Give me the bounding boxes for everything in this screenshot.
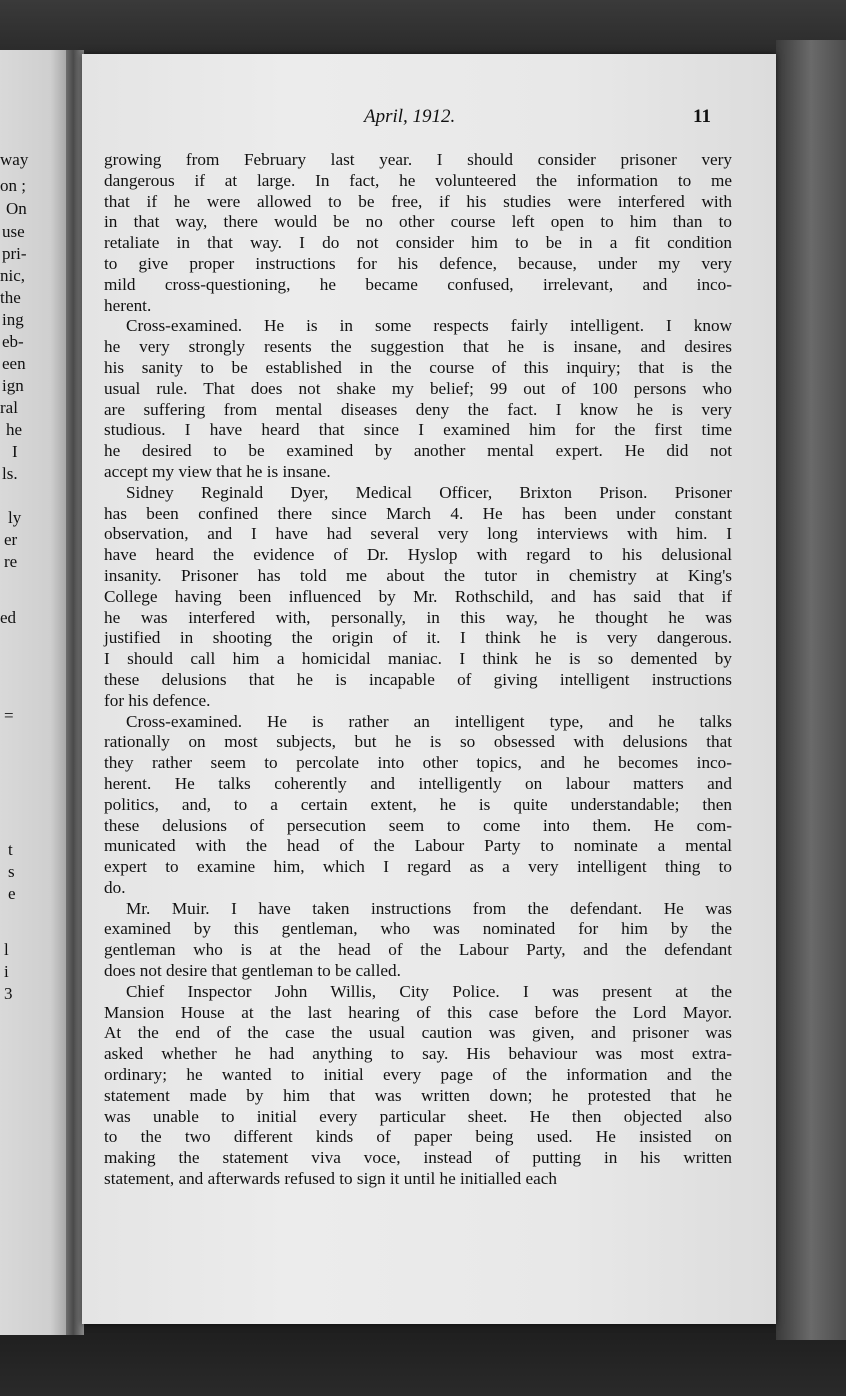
text-line: does not desire that gentleman to be called. — [104, 961, 401, 981]
text-line: asked whether he had anything to say. His behaviour was most extra- — [104, 1044, 732, 1064]
left-page-fragment: = — [4, 706, 14, 725]
paragraph-4 — [104, 712, 732, 899]
text-line: was unable to initial every particular sheet. He then objected also — [104, 1106, 732, 1126]
text-line: has been confined there since March 4. He has been under constant — [104, 503, 732, 523]
left-page-fragment: ing — [2, 310, 24, 329]
left-page-fragment: 3 — [4, 984, 13, 1003]
left-page-fragment: the — [0, 288, 21, 307]
text-line: are suffering from mental diseases deny the fact. I know he is very — [104, 399, 732, 419]
text-line: that if he were allowed to be free, if his studies were interfered with — [104, 191, 732, 211]
left-page-fragment: i — [4, 962, 9, 981]
text-line: Chief Inspector John Willis, City Police. I was present at the — [126, 981, 732, 1001]
text-line: these delusions that he is incapable of giving intelligent instructions — [104, 669, 732, 689]
left-page-fragment: ls. — [2, 464, 18, 483]
left-page-fragment: re — [4, 552, 18, 571]
text-line: politics, and, to a certain extent, he is quite understandable; then — [104, 794, 732, 814]
text-line: rationally on most subjects, but he is so obsessed with delusions that — [104, 732, 732, 752]
text-line: usual rule. That does not shake my belief; 99 out of 100 persons who — [104, 378, 732, 398]
text-line: statement, and afterwards refused to sign it until he initialled each — [104, 1169, 557, 1189]
left-page-fragment: t — [8, 840, 13, 859]
text-line: Cross-examined. He is in some respects fairly intelligent. I know — [126, 316, 732, 336]
paragraph-1 — [104, 150, 732, 316]
text-line: he very strongly resents the suggestion that he is insane, and desires — [104, 337, 732, 357]
left-page-fragment: On — [6, 199, 27, 218]
left-page-fragment: er — [4, 530, 18, 549]
left-page-fragment: een — [2, 354, 26, 373]
text-line: growing from February last year. I should consider prisoner very — [104, 150, 732, 169]
left-page-fragment: ed — [0, 608, 17, 627]
book-page — [82, 54, 776, 1324]
text-line: I should call him a homicidal maniac. I think he is so demented by — [104, 649, 732, 669]
text-line: to give proper instructions for his defence, because, under my very — [104, 253, 732, 273]
text-line: for his defence. — [104, 690, 211, 710]
left-page-fragment: he — [6, 420, 23, 439]
left-page-fragment: I — [12, 442, 18, 461]
left-page-fragment: ign — [2, 376, 24, 395]
left-page-fragment: eb- — [2, 332, 24, 351]
text-line: retaliate in that way. I do not consider him to be in a fit condition — [104, 233, 732, 253]
paragraph-3 — [104, 483, 732, 712]
background-edge — [776, 40, 846, 1340]
page-body — [104, 150, 732, 1190]
text-line: dangerous if at large. In fact, he volunteered the information to me — [104, 170, 732, 190]
text-line: to the two different kinds of paper being used. He insisted on — [104, 1127, 732, 1147]
page-header — [82, 106, 776, 132]
text-line: his sanity to be established in the course of this inquiry; that is the — [104, 357, 732, 377]
paragraph-5 — [104, 899, 732, 982]
text-line: Mr. Muir. I have taken instructions from the defendant. He was — [126, 898, 732, 918]
left-page-fragment: ly — [8, 508, 22, 527]
text-line: Sidney Reginald Dyer, Medical Officer, Brixton Prison. Prisoner — [126, 482, 732, 502]
text-line: he was interfered with, personally, in this way, he thought he was — [104, 607, 732, 627]
left-page-fragment: use — [2, 222, 25, 241]
text-line: mild cross-questioning, he became confused, irrelevant, and inco- — [104, 274, 732, 294]
text-line: insanity. Prisoner has told me about the tutor in chemistry at King's — [104, 565, 732, 585]
text-line: in that way, there would be no other course left open to him than to — [104, 212, 732, 232]
text-line: studious. I have heard that since I examined him for the first time — [104, 420, 732, 440]
left-page-fragment: nic, — [0, 266, 26, 285]
text-line: At the end of the case the usual caution was given, and prisoner was — [104, 1023, 732, 1043]
text-line: these delusions of persecution seem to come into them. He com- — [104, 815, 732, 835]
text-line: he desired to be examined by another mental expert. He did not — [104, 441, 732, 461]
text-line: observation, and I have had several very long interviews with him. I — [104, 524, 732, 544]
text-line: Mansion House at the last hearing of this case before the Lord Mayor. — [104, 1002, 732, 1022]
text-line: Cross-examined. He is rather an intelligent type, and he talks — [126, 711, 732, 731]
text-line: gentleman who is at the head of the Labour Party, and the defendant — [104, 940, 732, 960]
text-line: examined by this gentleman, who was nominated for him by the — [104, 919, 732, 939]
left-page-fragment: s — [8, 862, 15, 881]
paragraph-6 — [104, 982, 732, 1190]
text-line: municated with the head of the Labour Party to nominate a mental — [104, 836, 732, 856]
left-page-fragment: way — [0, 150, 29, 169]
text-line: expert to examine him, which I regard as a very intelligent thing to — [104, 857, 732, 877]
running-head: April, 1912. — [364, 106, 456, 127]
left-page-fragment: on ; — [0, 176, 26, 195]
left-page-fragment: pri- — [2, 244, 27, 263]
text-line: have heard the evidence of Dr. Hyslop with regard to his delusional — [104, 545, 732, 565]
text-line: do. — [104, 877, 126, 897]
left-facing-page — [0, 50, 72, 1335]
text-line: College having been influenced by Mr. Rothschild, and has said that if — [104, 586, 732, 606]
text-line: statement made by him that was written down; he protested that he — [104, 1085, 732, 1105]
text-line: they rather seem to percolate into other topics, and he becomes inco- — [104, 753, 732, 773]
text-line: ordinary; he wanted to initial every page of the information and the — [104, 1065, 732, 1085]
text-line: making the statement viva voce, instead of putting in his written — [104, 1148, 732, 1168]
left-page-fragment: e — [8, 884, 16, 903]
text-line: herent. — [104, 295, 152, 315]
left-page-fragment: ral — [0, 398, 18, 417]
page-number: 11 — [693, 106, 711, 127]
text-line: accept my view that he is insane. — [104, 461, 331, 481]
text-line: justified in shooting the origin of it. I think he is very dangerous. — [104, 628, 732, 648]
left-page-fragment: l — [4, 940, 9, 959]
text-line: herent. He talks coherently and intelligently on labour matters and — [104, 773, 732, 793]
paragraph-2 — [104, 316, 732, 482]
